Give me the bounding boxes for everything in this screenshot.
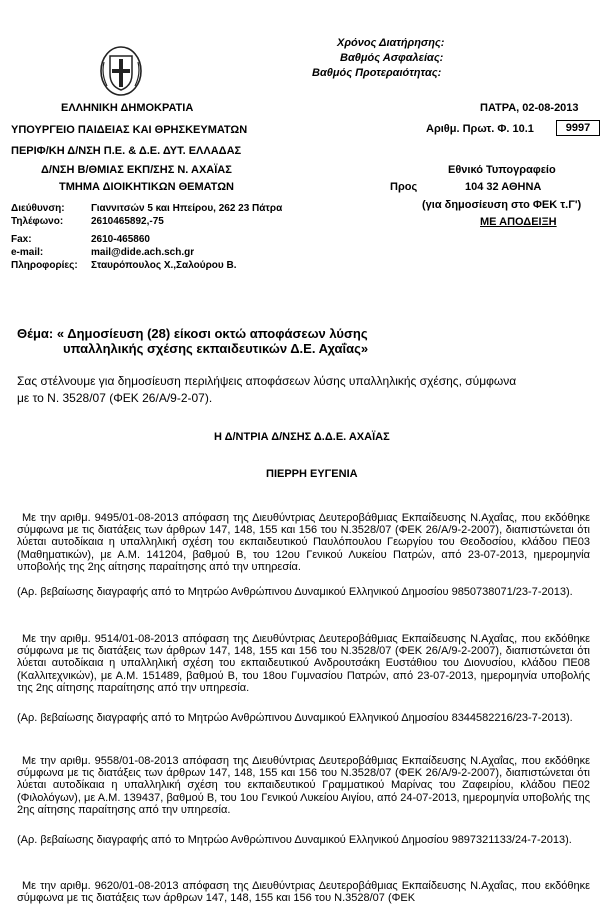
recipient-name: Εθνικό Τυπογραφείο [448,164,556,176]
decision-1-cert: (Αρ. βεβαίωσης διαγραφής από το Μητρώο Ανθρώπινου Δυναμικού Ελληνικού Δημοσίου 9850738071/23-7-2013). [17,586,573,598]
decision-3-cert: (Αρ. βεβαίωσης διαγραφής από το Μητρώο Ανθρώπινου Δυναμικού Ελληνικού Δημοσίου 9897321133/24-7-2013). [17,834,572,846]
recipient-label: Προς [390,181,418,193]
fax-value: 2610-465860 [91,234,150,245]
decision-3-text: Με την αριθμ. 9558/01-08-2013 απόφαση της Διευθύντριας Δευτεροβάθμιας Εκπαίδευσης Ν.Αχαΐας, που εκδόθηκε σύμφωνα με τις διατάξεις των άρθρων 147, 148, 155 και 156 του Ν.3528/07 (ΦΕΚ 26/Α/9-2-2007), διαπιστώνεται ότι λύεται αυτοδίκαια η υπαλληλική σχέση του εκπαιδευτικού Γραμματικού Μαρίνας του Ζαφειρίου, κλάδου ΠΕ02 (Φιλολόγων), με Α.Μ. 139437, βαθμού Β, του 1ου Γενικού Λυκείου Αιγίου, από 24-07-2013, ημερομηνία υποβολής της 2ης αίτησης παραίτησης από την υπηρεσία. [17,755,590,816]
subject-line-1: Θέμα: « Δημοσίευση (28) είκοσι οκτώ αποφάσεων λύσης [17,326,368,341]
recipient-address: 104 32 ΑΘΗΝΑ [465,181,542,193]
intro-line-2: με το Ν. 3528/07 (ΦΕΚ 26/Α/9-2-07). [17,391,213,405]
subject-line-2: υπαλληλικής σχέσης εκπαιδευτικών Δ.Ε. Αχαΐας» [63,341,369,356]
directorate-heading: Δ/ΝΣΗ Β/ΘΜΙΑΣ ΕΚΠ/ΣΗΣ Ν. ΑΧΑΪΑΣ [41,164,232,176]
address-label: Διεύθυνση: [11,203,65,214]
info-value: Σταυρόπουλος Χ.,Σαλούρου Β. [91,260,237,271]
security-label: Βαθμός Ασφαλείας: [340,52,444,64]
signature-title: Η Δ/ΝΤΡΙΑ Δ/ΝΣΗΣ Δ.Δ.Ε. ΑΧΑΪΑΣ [214,431,390,443]
decision-2-cert: (Αρ. βεβαίωσης διαγραφής από το Μητρώο Ανθρώπινου Δυναμικού Ελληνικού Δημοσίου 8344582216/23-7-2013). [17,712,573,724]
priority-label: Βαθμός Προτεραιότητας: [312,67,442,79]
protocol-label: Αριθμ. Πρωτ. Φ. 10.1 [426,123,534,135]
email-label: e-mail: [11,247,44,258]
regional-heading: ΠΕΡΙΦ/ΚΗ Δ/ΝΣΗ Π.Ε. & Δ.Ε. ΔΥΤ. ΕΛΛΑΔΑΣ [11,145,242,157]
department-heading: ΤΜΗΜΑ ΔΙΟΙΚΗΤΙΚΩΝ ΘΕΜΑΤΩΝ [59,181,234,193]
phone-value: 2610465892,-75 [91,216,164,227]
fax-label: Fax: [11,234,32,245]
phone-label: Τηλέφωνο: [11,216,64,227]
intro-line-1: Σας στέλνουμε για δημοσίευση περιλήψεις αποφάσεων λύσης υπαλληλικής σχέσης, σύμφωνα [17,374,517,388]
delivery-note: ΜΕ ΑΠΟΔΕΙΞΗ [480,216,557,228]
address-value: Γιαννιτσών 5 και Ηπείρου, 262 23 Πάτρα [91,203,283,214]
ministry-heading: ΥΠΟΥΡΓΕΙΟ ΠΑΙΔΕΙΑΣ ΚΑΙ ΘΡΗΣΚΕΥΜΑΤΩΝ [11,124,248,136]
signature-name: ΠΙΕΡΡΗ ΕΥΓΕΝΙΑ [266,468,358,480]
decision-1-text: Με την αριθμ. 9495/01-08-2013 απόφαση της Διευθύντριας Δευτεροβάθμιας Εκπαίδευσης Ν.Αχαΐας, που εκδόθηκε σύμφωνα με τις διατάξεις των άρθρων 147, 148, 155 και 156 του Ν.3528/07 (ΦΕΚ 26/Α/9-2-2007), διαπιστώνεται ότι λύεται αυτοδίκαια η υπαλληλική σχέση του εκπαιδευτικού Παυλόπουλου Γεωργίου του Θεοδοσίου, κλάδου ΠΕ03 (Μαθηματικών), με Α.Μ. 141204, βαθμού Β, του 12ου Γενικού Λυκείου Πατρών, από 23-07-2013, ημερομηνία υποβολής της 2ης αίτησης παραίτησης από την υπηρεσία. [17,512,590,573]
info-label: Πληροφορίες: [11,260,78,271]
email-value: mail@dide.ach.sch.gr [91,247,195,258]
protocol-number-box: 9997 [556,120,600,136]
greek-emblem-icon [99,44,143,96]
retention-label: Χρόνος Διατήρησης: [337,37,445,49]
decision-4-text: Με την αριθμ. 9620/01-08-2013 απόφαση της Διευθύντριας Δευτεροβάθμιας Εκπαίδευσης Ν.Αχαΐας, που εκδόθηκε σύμφωνα με τις διατάξεις των άρθρων 147, 148, 155 και 156 του Ν.3528/07 (ΦΕΚ [17,880,590,905]
place-date: ΠΑΤΡΑ, 02-08-2013 [480,102,579,114]
decision-2-text: Με την αριθμ. 9514/01-08-2013 απόφαση της Διευθύντριας Δευτεροβάθμιας Εκπαίδευσης Ν.Αχαΐας, που εκδόθηκε σύμφωνα με τις διατάξεις των άρθρων 147, 148, 155 και 156 του Ν.3528/07 (ΦΕΚ 26/Α/9-2-2007), διαπιστώνεται ότι λύεται αυτοδίκαια η υπαλληλική σχέση του εκπαιδευτικού Ανδρουτσάκη Ευστάθιου του Διονυσίου, κλάδου ΠΕ08 (Καλλιτεχνικών), με Α.Μ. 151489, βαθμού Β, του 18ου Γυμνασίου Πατρών, από 23-07-2013, ημερομηνία υποβολής της 2ης αίτησης παραίτησης από την υπηρεσία. [17,633,590,694]
recipient-note: (για δημοσίευση στο ΦΕΚ τ.Γ') [422,199,582,211]
republic-heading: ΕΛΛΗΝΙΚΗ ΔΗΜΟΚΡΑΤΙΑ [61,102,194,114]
